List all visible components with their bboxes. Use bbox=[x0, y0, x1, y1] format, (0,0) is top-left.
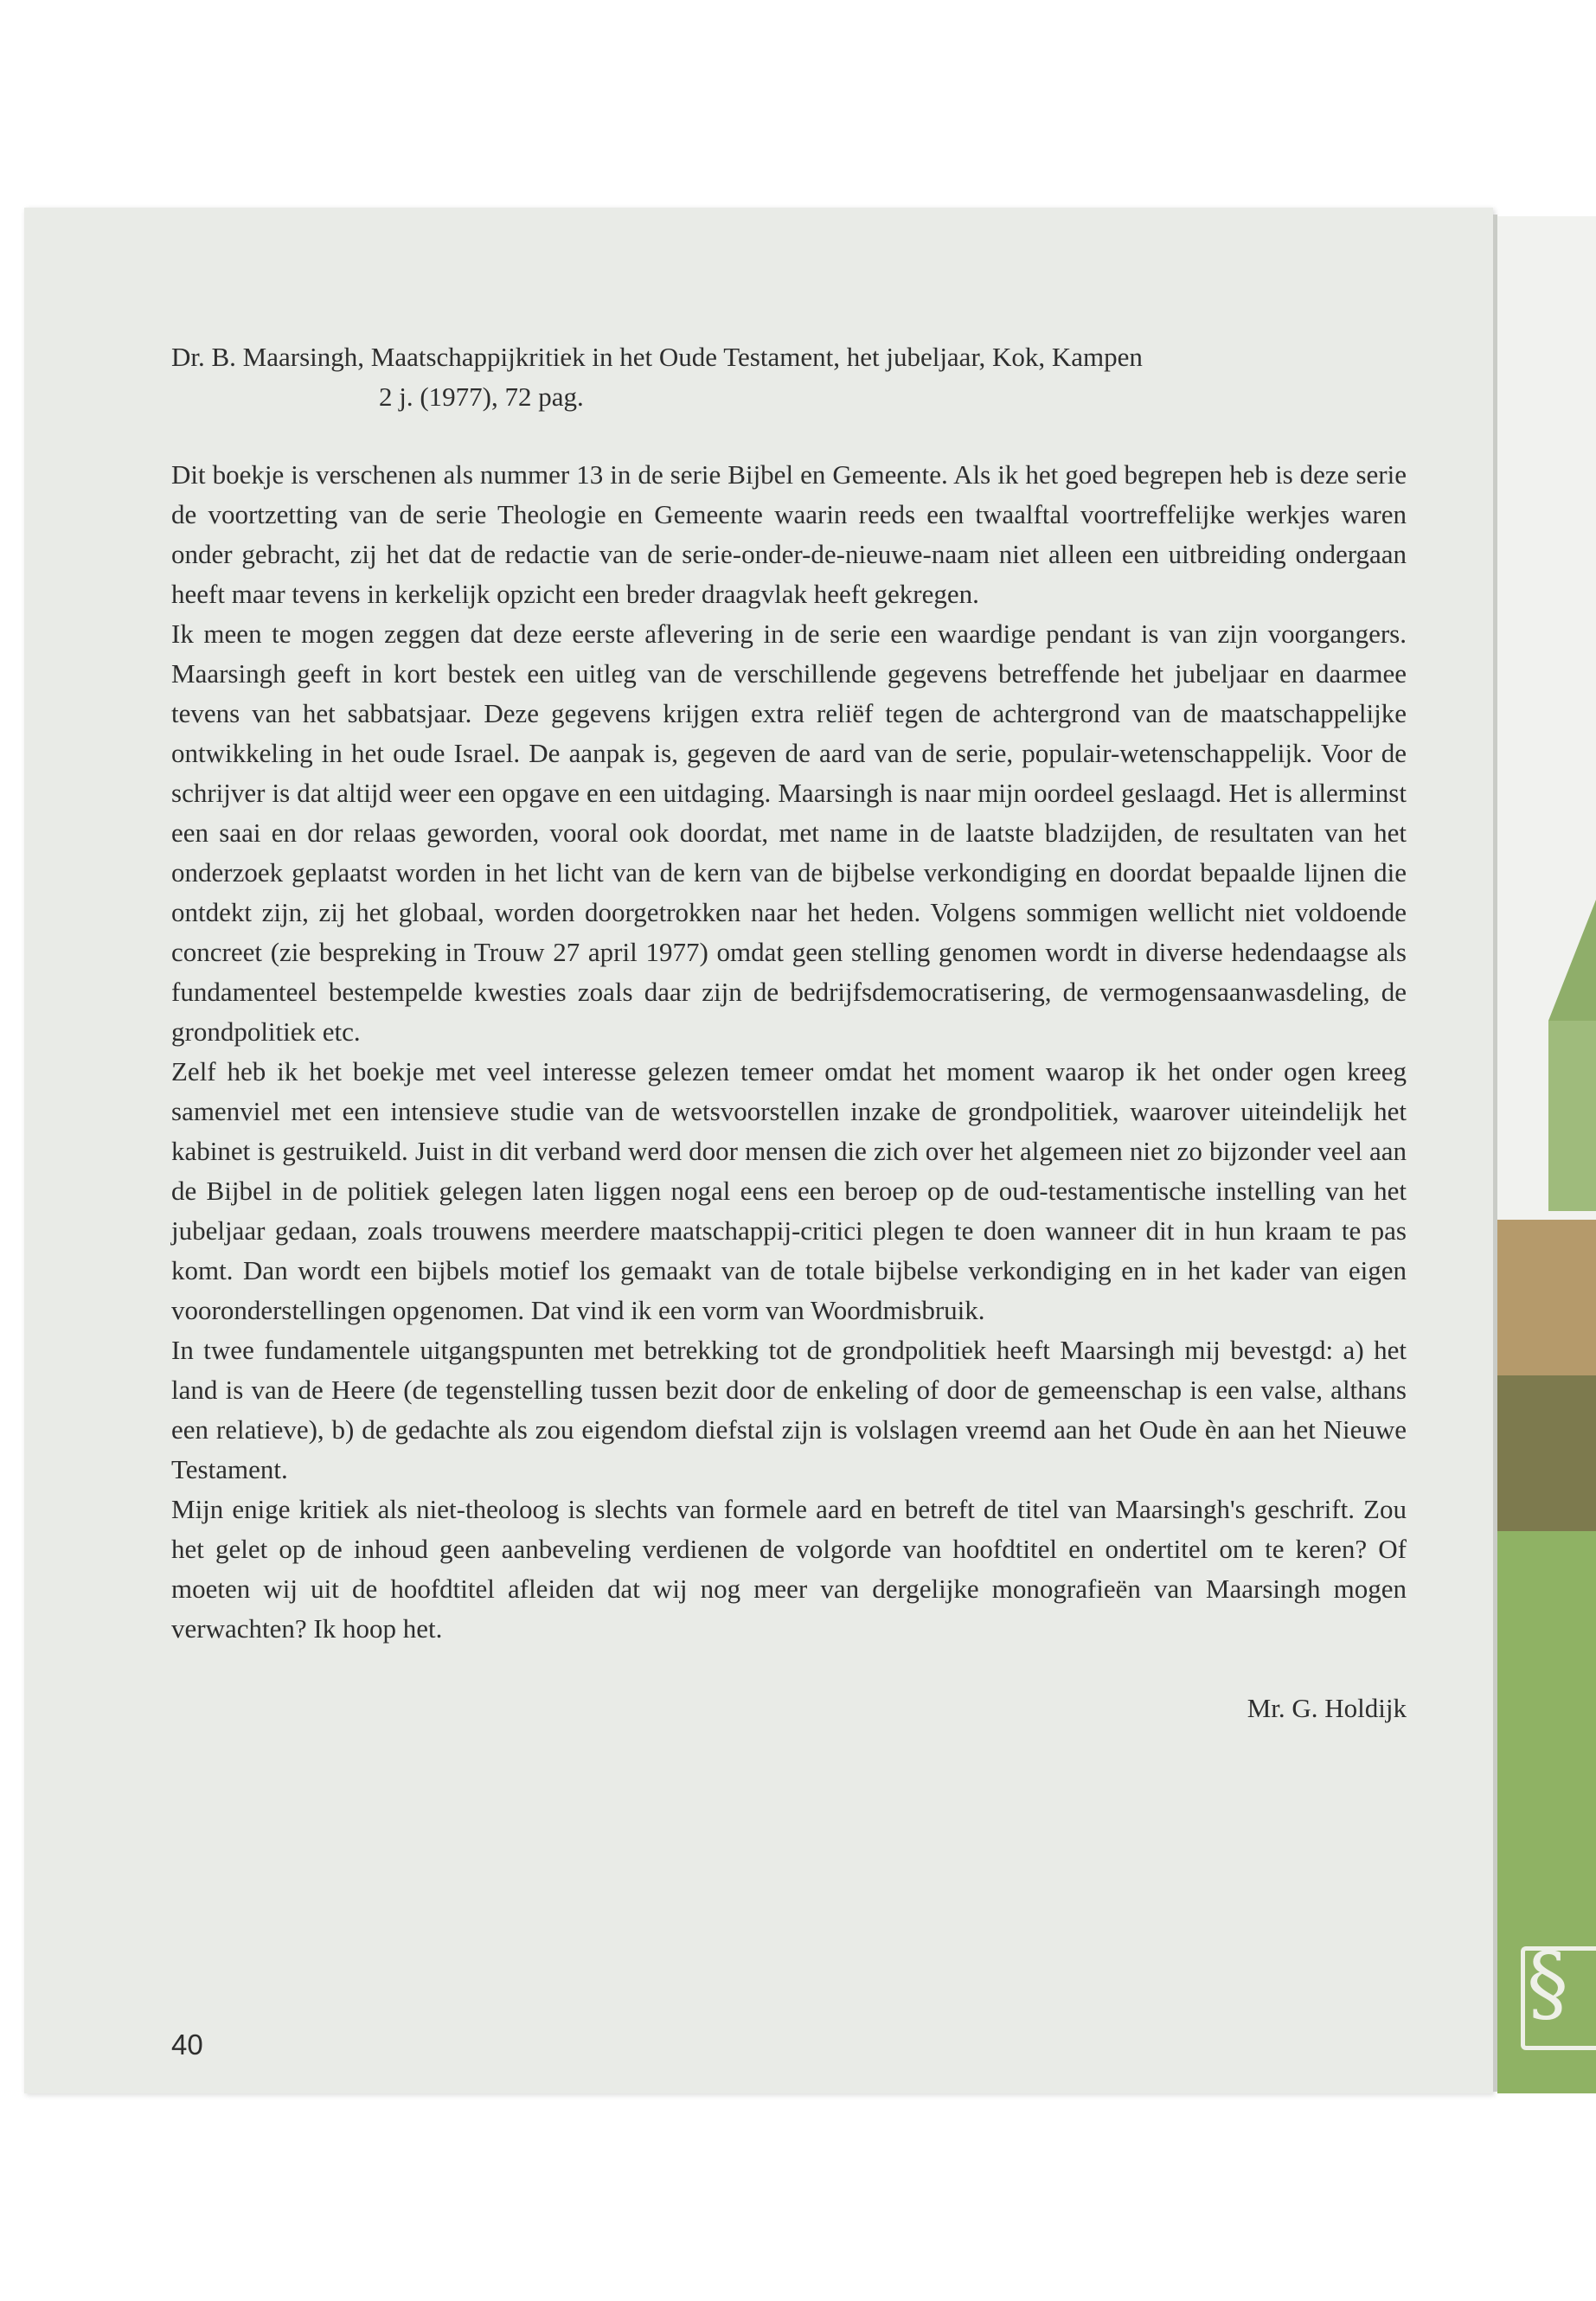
cover-green-band bbox=[1548, 1021, 1596, 1211]
review-body bbox=[171, 455, 1407, 1649]
cover-tan-band bbox=[1497, 1220, 1596, 1375]
cover-logo-icon: § bbox=[1527, 1935, 1568, 2032]
book-reference-line2: 2 j. (1977), 72 pag. bbox=[379, 381, 584, 412]
paragraph: Dit boekje is verschenen als nummer 13 in de serie Bijbel en Gemeente. Als ik het goed begrepen heb is deze serie de voortzetting van de serie Theologie en Gemeente waarin reeds een twaalftal voortreffelijke werkjes waren onder gebracht, zij het dat de redactie van de serie-onder-de-nieuwe-naam niet alleen een uitbreiding ondergaan heeft maar tevens in kerkelijk opzicht een breder draagvlak heeft gekregen. bbox=[171, 459, 1407, 609]
book-reference bbox=[171, 337, 1407, 417]
paragraph: In twee fundamentele uitgangspunten met betrekking tot de grondpolitiek heeft Maarsingh mij bevestgd: a) het land is van de Heere (de tegenstelling tussen bezit door de enkeling of door de gemeenschap is een valse, althans een relatieve), b) de gedachte als zou eigendom diefstal zijn is volslagen vreemd aan het Oude èn aan het Nieuwe Testament. bbox=[171, 1335, 1407, 1484]
review-content bbox=[171, 337, 1407, 1728]
page-number: 40 bbox=[171, 2029, 203, 2061]
cover-green-triangle bbox=[1548, 900, 1596, 1021]
reviewer-signature: Mr. G. Holdijk bbox=[1247, 1693, 1407, 1723]
cover-olive-band bbox=[1497, 1375, 1596, 1531]
paragraph: Mijn enige kritiek als niet-theoloog is slechts van formele aard en betreft de titel van Maarsingh's geschrift. Zou het gelet op de inhoud geen aanbeveling verdienen de volgorde van hoofdtitel en ondertitel om te keren? Of moeten wij uit de hoofdtitel afleiden dat wij nog meer van dergelijke monografieën van Maarsingh mogen verwachten? Ik hoop het. bbox=[171, 1494, 1407, 1644]
book-reference-line1: Dr. B. Maarsingh, Maatschappijkritiek in het Oude Testament, het jubeljaar, Kok, Kampen bbox=[171, 342, 1143, 372]
paragraph: Zelf heb ik het boekje met veel interesse gelezen temeer omdat het moment waarop ik het onder ogen kreeg samenviel met een intensieve studie van de wetsvoorstellen inzake de grondpolitiek, waarover uiteindelijk het kabinet is gestruikeld. Juist in dit verband werd door mensen die zich over het algemeen niet zo bijzonder veel aan de Bijbel in de politiek gelegen laten liggen nogal eens een beroep op de oud-testamentische instelling van het jubeljaar gedaan, zoals trouwens meerdere maatschappij-critici plegen te doen wanneer dit in hun kraam te pas komt. Dan wordt een bijbels motief los gemaakt van de totale bijbelse verkondiging en in het kader van eigen vooronderstellingen opgenomen. Dat vind ik een vorm van Woordmisbruik. bbox=[171, 1056, 1407, 1325]
paragraph: Ik meen te mogen zeggen dat deze eerste aflevering in de serie een waardige pendant is van zijn voorgangers. Maarsingh geeft in kort bestek een uitleg van de verschillende gegevens betreffende het jubeljaar en daarmee tevens van het sabbatsjaar. Deze gegevens krijgen extra reliëf tegen de achtergrond van de maatschappelijke ontwikkeling in het oude Israel. De aanpak is, gegeven de aard van de serie, populair-wetenschappelijk. Voor de schrijver is dat altijd weer een opgave en een uitdaging. Maarsingh is naar mijn oordeel geslaagd. Het is allerminst een saai en dor relaas geworden, vooral ook doordat, met name in de laatste bladzijden, de resultaten van het onderzoek geplaatst worden in het licht van de kern van de bijbelse verkondiging en doordat bepaalde lijnen die ontdekt zijn, zij het globaal, worden doorgetrokken naar het heden. Volgens sommigen wellicht niet voldoende concreet (zie bespreking in Trouw 27 april 1977) omdat geen stelling genomen wordt in diverse hedendaagse als fundamenteel bestempelde kwesties zoals daar zijn de bedrijfsdemocratisering, de vermogensaanwasdeling, de grondpolitiek etc. bbox=[171, 619, 1407, 1047]
